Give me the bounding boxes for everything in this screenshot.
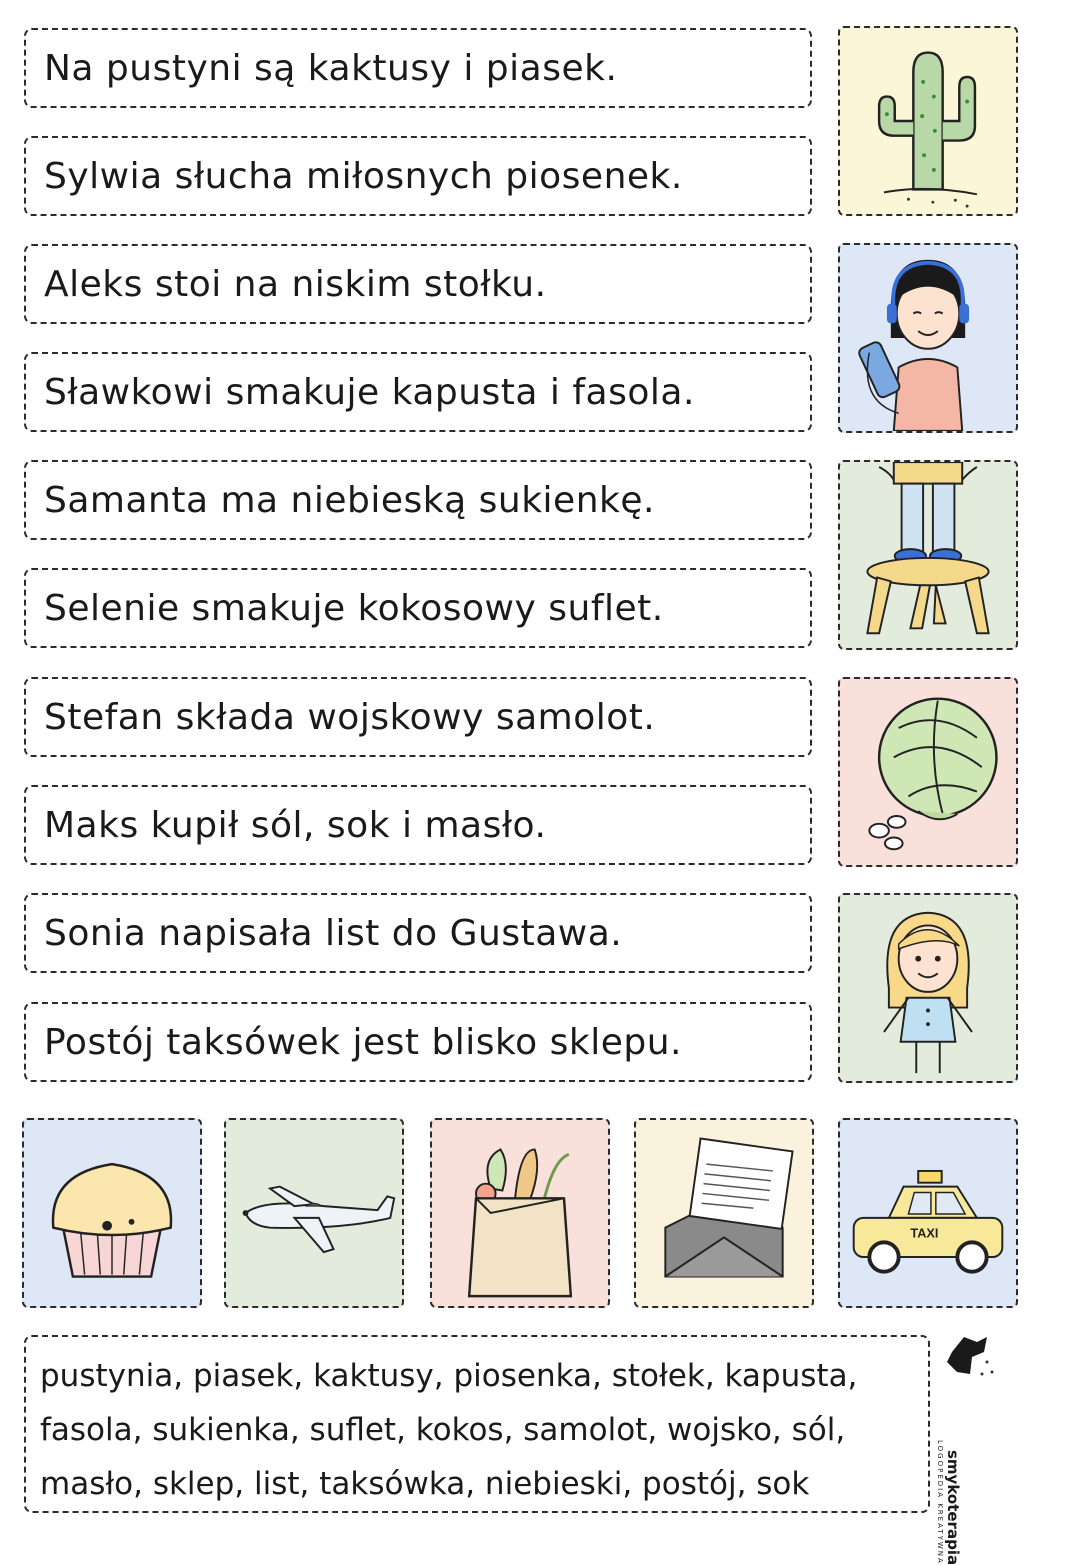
- airplane-icon: [226, 1120, 402, 1306]
- picture-card-muffin: [22, 1118, 202, 1308]
- sentence-text: Maks kupił sól, sok i masło.: [44, 804, 547, 846]
- picture-card-taxi: [838, 1118, 1018, 1308]
- sentence-card: [24, 136, 812, 216]
- sentence-card: [24, 28, 812, 108]
- word-bank: [24, 1335, 930, 1513]
- muffin-icon: [24, 1120, 200, 1306]
- grocery-bag-icon: [432, 1120, 608, 1306]
- sentence-text: Postój taksówek jest blisko sklepu.: [44, 1021, 682, 1063]
- sentence-card: [24, 244, 812, 324]
- picture-card-cactus: [838, 26, 1018, 216]
- word-bank-line: pustynia, piasek, kaktusy, piosenka, stołek, kapusta,: [40, 1358, 858, 1394]
- sentence-text: Sonia napisała list do Gustawa.: [44, 912, 623, 954]
- picture-card-stool: [838, 460, 1018, 650]
- sentence-card: [24, 1002, 812, 1082]
- taxi-sign-text: TAXI: [910, 1225, 939, 1241]
- word-bank-line: masło, sklep, list, taksówka, niebieski, postój, sok: [40, 1466, 810, 1502]
- picture-card-letter: [634, 1118, 814, 1308]
- sentence-card: [24, 568, 812, 648]
- taxi-icon: [840, 1120, 1016, 1306]
- picture-card-airplane: [224, 1118, 404, 1308]
- cactus-icon: [840, 28, 1016, 214]
- picture-card-grocery-bag: [430, 1118, 610, 1308]
- sentence-text: Stefan składa wojskowy samolot.: [44, 696, 656, 738]
- sentence-card: [24, 893, 812, 973]
- sentence-text: Samanta ma niebieską sukienkę.: [44, 479, 655, 521]
- sentence-text: Sylwia słucha miłosnych piosenek.: [44, 155, 683, 197]
- letter-envelope-icon: [636, 1120, 812, 1306]
- sentence-text: Selenie smakuje kokosowy suflet.: [44, 587, 664, 629]
- sentence-card: [24, 677, 812, 757]
- sentence-card: [24, 460, 812, 540]
- cabbage-beans-icon: [840, 679, 1016, 865]
- stool-icon: [840, 462, 1016, 648]
- sentence-text: Sławkowi smakuje kapusta i fasola.: [44, 371, 695, 413]
- sentence-text: Aleks stoi na niskim stołku.: [44, 263, 547, 305]
- picture-card-girl-headphones: [838, 243, 1018, 433]
- word-bank-line: fasola, sukienka, suflet, kokos, samolot, wojsko, sól,: [40, 1412, 846, 1448]
- sentence-card: [24, 785, 812, 865]
- girl-headphones-icon: [840, 245, 1016, 431]
- picture-card-blonde-girl: [838, 893, 1018, 1083]
- sentence-card: [24, 352, 812, 432]
- sentence-text: Na pustyni są kaktusy i piasek.: [44, 47, 618, 89]
- logo-tagline: LOGOPEDIA KREATYWNA: [936, 1440, 944, 1565]
- logo-name: smykoterapia: [944, 1450, 962, 1565]
- picture-card-cabbage: [838, 677, 1018, 867]
- blonde-girl-icon: [840, 895, 1016, 1081]
